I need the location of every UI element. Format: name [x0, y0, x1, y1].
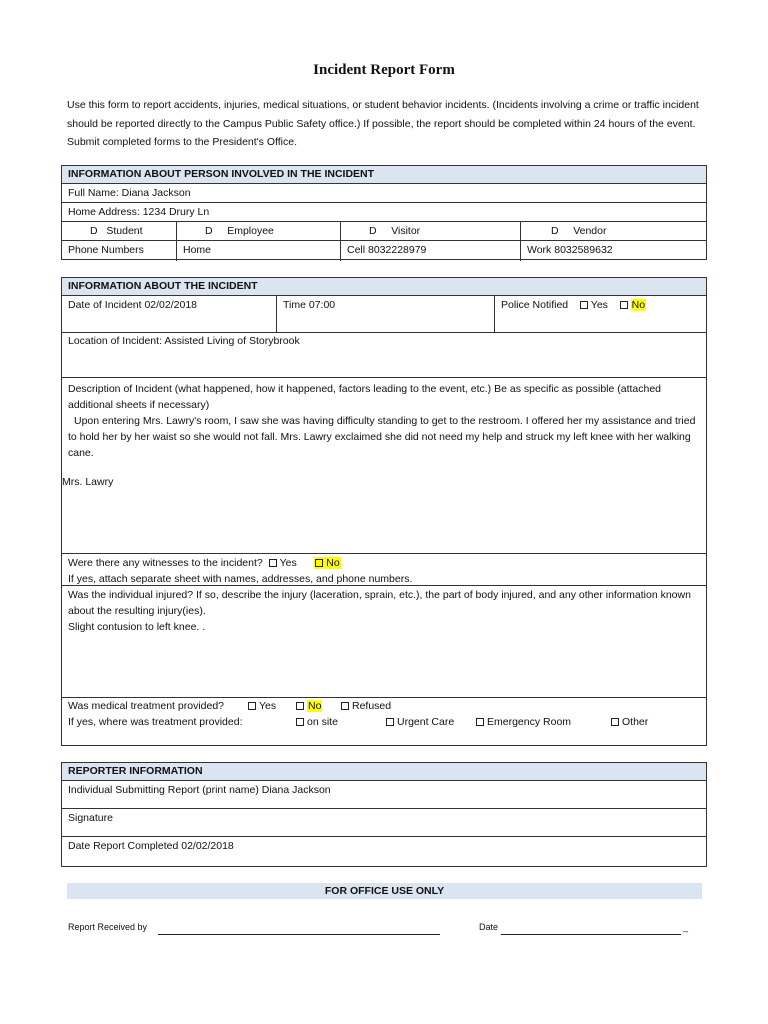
- role-marker: D: [205, 225, 213, 237]
- medical-no-label: No: [308, 700, 322, 712]
- work-phone[interactable]: Work 8032589632: [520, 241, 706, 261]
- phone-row: [62, 241, 706, 261]
- incident-date[interactable]: Date of Incident 02/02/2018: [68, 299, 198, 311]
- other-checkbox[interactable]: [611, 718, 619, 726]
- date-completed-row: [62, 837, 706, 868]
- date-completed[interactable]: Date Report Completed 02/02/2018: [68, 840, 234, 852]
- medical-yes-checkbox[interactable]: [248, 702, 256, 710]
- injury-question: Was the individual injured? If so, describe the injury (laceration, sprain, etc.), the part of body injured, and any other information known about the resulting injury(ies).: [68, 589, 691, 617]
- medical-row: [62, 698, 706, 746]
- full-name-row: [62, 184, 706, 203]
- cell-phone[interactable]: Cell 8032228979: [340, 241, 520, 261]
- role-visitor[interactable]: [340, 222, 520, 240]
- witness-question-text: Were there any witnesses to the incident?: [68, 557, 263, 569]
- location-row: [62, 333, 706, 378]
- office-use-header: FOR OFFICE USE ONLY: [67, 883, 702, 899]
- medical-refused-checkbox[interactable]: [341, 702, 349, 710]
- place-on-site[interactable]: [296, 716, 338, 728]
- witness-no-checkbox[interactable]: [315, 559, 323, 567]
- incident-time[interactable]: Time 07:00: [276, 296, 494, 332]
- incident-header: INFORMATION ABOUT THE INCIDENT: [62, 278, 706, 296]
- role-label: Visitor: [391, 225, 421, 237]
- reporter-name[interactable]: Individual Submitting Report (print name) Diana Jackson: [68, 784, 331, 796]
- phone-label: Phone Numbers: [68, 244, 144, 256]
- witness-no-highlight: [314, 557, 340, 569]
- office-date-line[interactable]: [501, 934, 681, 935]
- medical-yes[interactable]: [248, 700, 276, 712]
- medical-question: Was medical treatment provided?: [68, 700, 225, 712]
- incident-section: [61, 277, 707, 746]
- other-label: Other: [622, 716, 649, 728]
- received-by-label: Report Received by: [68, 922, 148, 932]
- full-name[interactable]: Full Name: Diana Jackson: [68, 187, 191, 199]
- office-date-label: Date: [479, 922, 499, 932]
- description-prompt: Description of Incident (what happened, how it happened, factors leading to the event, etc.) Be as specific as possible (attached additional sheets if necessary): [68, 383, 662, 411]
- witness-note: If yes, attach separate sheet with names, addresses, and phone numbers.: [68, 573, 413, 585]
- place-urgent-care[interactable]: [386, 716, 454, 728]
- police-notified: [494, 296, 706, 332]
- person-section: [61, 165, 707, 260]
- place-other[interactable]: [611, 716, 648, 728]
- on-site-label: on site: [307, 716, 338, 728]
- witness-row: [62, 554, 706, 586]
- role-marker: D: [369, 225, 377, 237]
- police-no-label: No: [631, 299, 646, 311]
- incident-location[interactable]: Location of Incident: Assisted Living of Storybrook: [68, 335, 300, 347]
- medical-no[interactable]: [296, 700, 322, 712]
- home-address[interactable]: Home Address: 1234 Drury Ln: [68, 206, 210, 218]
- where-question: If yes, where was treatment provided:: [68, 716, 243, 728]
- role-student[interactable]: [62, 222, 176, 240]
- signature-field[interactable]: Signature: [68, 812, 113, 824]
- form-title: Incident Report Form: [313, 62, 455, 78]
- office-date-tail: _: [683, 922, 689, 932]
- medical-refused-label: Refused: [352, 700, 392, 712]
- witness-yes-checkbox[interactable]: [269, 559, 277, 567]
- witness-question: [62, 554, 706, 571]
- person-header: INFORMATION ABOUT PERSON INVOLVED IN THE INCIDENT: [62, 166, 706, 184]
- reporter-section: [61, 762, 707, 867]
- role-vendor[interactable]: [520, 222, 706, 240]
- home-phone[interactable]: Home: [176, 241, 340, 261]
- medical-refused[interactable]: [341, 700, 391, 712]
- place-emergency-room[interactable]: [476, 716, 571, 728]
- role-row: [62, 222, 706, 241]
- description-text[interactable]: Upon entering Mrs. Lawry's room, I saw she was having difficulty standing to get to the restroom. I offered her my assistance and tried to hold her by her waist so she would not fall. Mrs. Lawry exclaimed she did not need my help and struck my left knee with her walking cane.: [68, 415, 696, 459]
- reporter-header: REPORTER INFORMATION: [62, 763, 706, 781]
- signature-row: [62, 809, 706, 837]
- medical-yes-label: Yes: [259, 700, 277, 712]
- role-label: Employee: [227, 225, 274, 237]
- medical-no-checkbox[interactable]: [296, 702, 304, 710]
- urgent-care-checkbox[interactable]: [386, 718, 394, 726]
- police-no-checkbox[interactable]: [620, 301, 628, 309]
- emergency-room-label: Emergency Room: [487, 716, 572, 728]
- police-yes-label: Yes: [590, 299, 608, 311]
- role-marker: D: [90, 225, 98, 237]
- police-label: Police Notified: [501, 299, 569, 311]
- reporter-name-row: [62, 781, 706, 809]
- urgent-care-label: Urgent Care: [397, 716, 455, 728]
- role-label: Student: [106, 225, 143, 237]
- date-time-row: [62, 296, 706, 333]
- description-name[interactable]: Mrs. Lawry: [62, 476, 114, 488]
- police-yes-checkbox[interactable]: [580, 301, 588, 309]
- witness-no-label: No: [326, 557, 340, 569]
- description-row: [62, 378, 706, 554]
- injury-text[interactable]: Slight contusion to left knee. .: [68, 621, 206, 633]
- witness-yes-label: Yes: [279, 557, 297, 569]
- form-intro: Use this form to report accidents, injuries, medical situations, or student behavior incidents. (Incidents involving a crime or traffic incident should be reported directly to the Campus Public Safety office.) If possible, the report should be completed within 24 hours of the event. Submit completed forms to the President's Office.: [67, 99, 699, 148]
- home-address-row: [62, 203, 706, 222]
- injury-row: [62, 586, 706, 698]
- emergency-room-checkbox[interactable]: [476, 718, 484, 726]
- role-employee[interactable]: [176, 222, 340, 240]
- role-label: Vendor: [573, 225, 607, 237]
- on-site-checkbox[interactable]: [296, 718, 304, 726]
- role-marker: D: [551, 225, 559, 237]
- received-by-line[interactable]: [158, 934, 440, 935]
